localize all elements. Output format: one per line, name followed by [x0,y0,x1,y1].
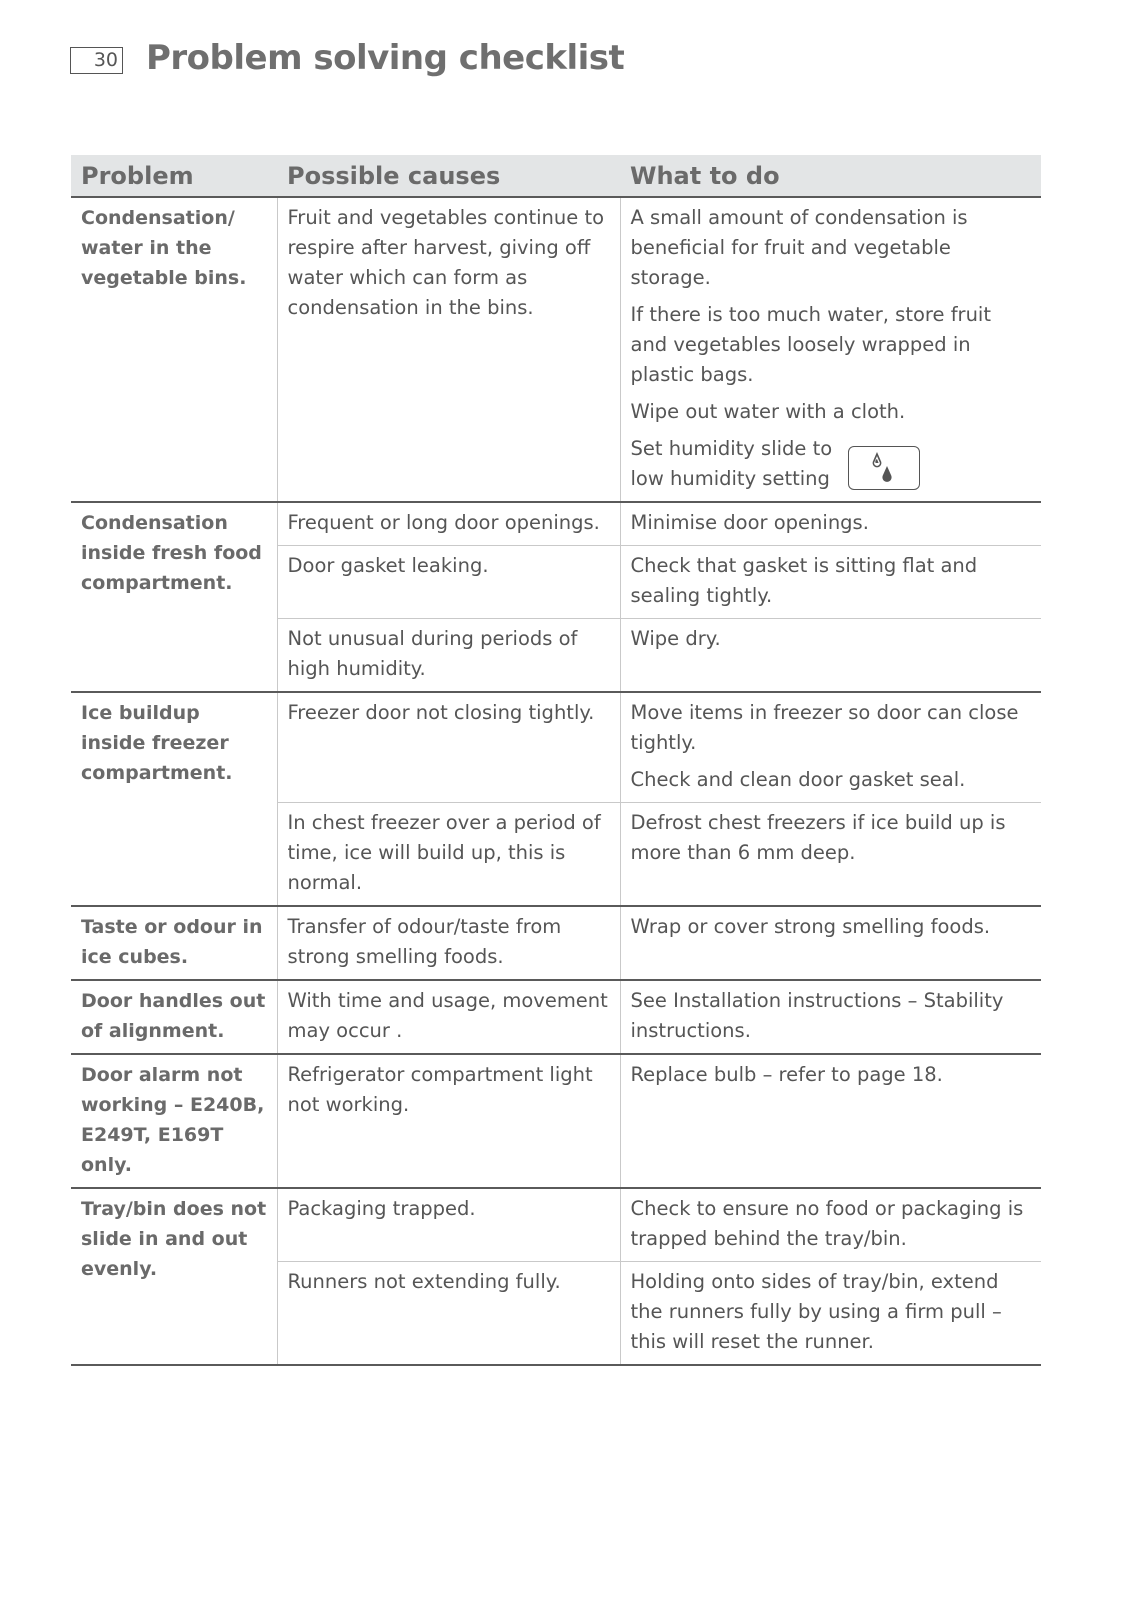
todo-paragraph: If there is too much water, store fruit and vegetables loosely wrapped in plastic bags. [630,303,991,386]
cause-cell: Transfer of odour/taste from strong smelling foods. [277,906,620,980]
todo-paragraph: Check and clean door gasket seal. [630,768,966,791]
todo-paragraph: Set humidity slide to low humidity setting [630,437,833,490]
checklist-table [71,155,1041,1366]
cause-cell: Runners not extending fully. [277,1262,620,1366]
column-header-problem: Problem [71,155,277,197]
problem-cell: Door alarm not working – E240B, E249T, E169T only. [71,1054,277,1188]
problem-cell: Condensation inside fresh food compartment. [71,502,277,692]
table-row [71,1054,1041,1188]
page-title: Problem solving checklist [146,38,625,78]
problem-cell: Tray/bin does not slide in and out evenly. [71,1188,277,1365]
table-row [71,1188,1041,1262]
todo-cell: Minimise door openings. [620,502,1041,546]
todo-paragraph: A small amount of condensation is beneficial for fruit and vegetable storage. [630,206,968,289]
table-row [71,502,1041,546]
column-header-todo: What to do [620,155,1041,197]
low-humidity-icon [848,446,920,490]
column-header-causes: Possible causes [277,155,620,197]
table-row [71,197,1041,502]
cause-cell: Packaging trapped. [277,1188,620,1262]
humidity-setting [631,434,1032,494]
todo-paragraph: Move items in freezer so door can close tightly. [630,701,1019,754]
cause-cell: Frequent or long door openings. [277,502,620,546]
todo-cell: Wipe dry. [620,619,1041,693]
todo-cell: Check that gasket is sitting flat and sealing tightly. [620,546,1041,619]
problem-cell: Door handles out of alignment. [71,980,277,1054]
problem-cell: Taste or odour in ice cubes. [71,906,277,980]
todo-cell [620,197,1041,502]
table-row [71,692,1041,803]
cause-cell: With time and usage, movement may occur . [277,980,620,1054]
todo-cell: See Installation instructions – Stability instructions. [620,980,1041,1054]
todo-cell: Replace bulb – refer to page 18. [620,1054,1041,1188]
todo-paragraph: Wipe out water with a cloth. [630,400,906,423]
problem-cell: Condensation/ water in the vegetable bins. [71,197,277,502]
cause-cell: Freezer door not closing tightly. [277,692,620,803]
todo-cell: Check to ensure no food or packaging is trapped behind the tray/bin. [620,1188,1041,1262]
cause-cell: Fruit and vegetables continue to respire after harvest, giving off water which can form as condensation in the bins. [277,197,620,502]
cause-cell: Door gasket leaking. [277,546,620,619]
cause-cell: In chest freezer over a period of time, ice will build up, this is normal. [277,803,620,907]
todo-cell: Holding onto sides of tray/bin, extend the runners fully by using a firm pull – this will reset the runner. [620,1262,1041,1366]
problem-cell: Ice buildup inside freezer compartment. [71,692,277,906]
table-row [71,906,1041,980]
page-number: 30 [70,47,123,74]
table-row [71,980,1041,1054]
todo-cell: Wrap or cover strong smelling foods. [620,906,1041,980]
cause-cell: Not unusual during periods of high humidity. [277,619,620,693]
cause-cell: Refrigerator compartment light not working. [277,1054,620,1188]
table-header-row [71,155,1041,197]
todo-cell [620,692,1041,803]
todo-cell: Defrost chest freezers if ice build up is more than 6 mm deep. [620,803,1041,907]
